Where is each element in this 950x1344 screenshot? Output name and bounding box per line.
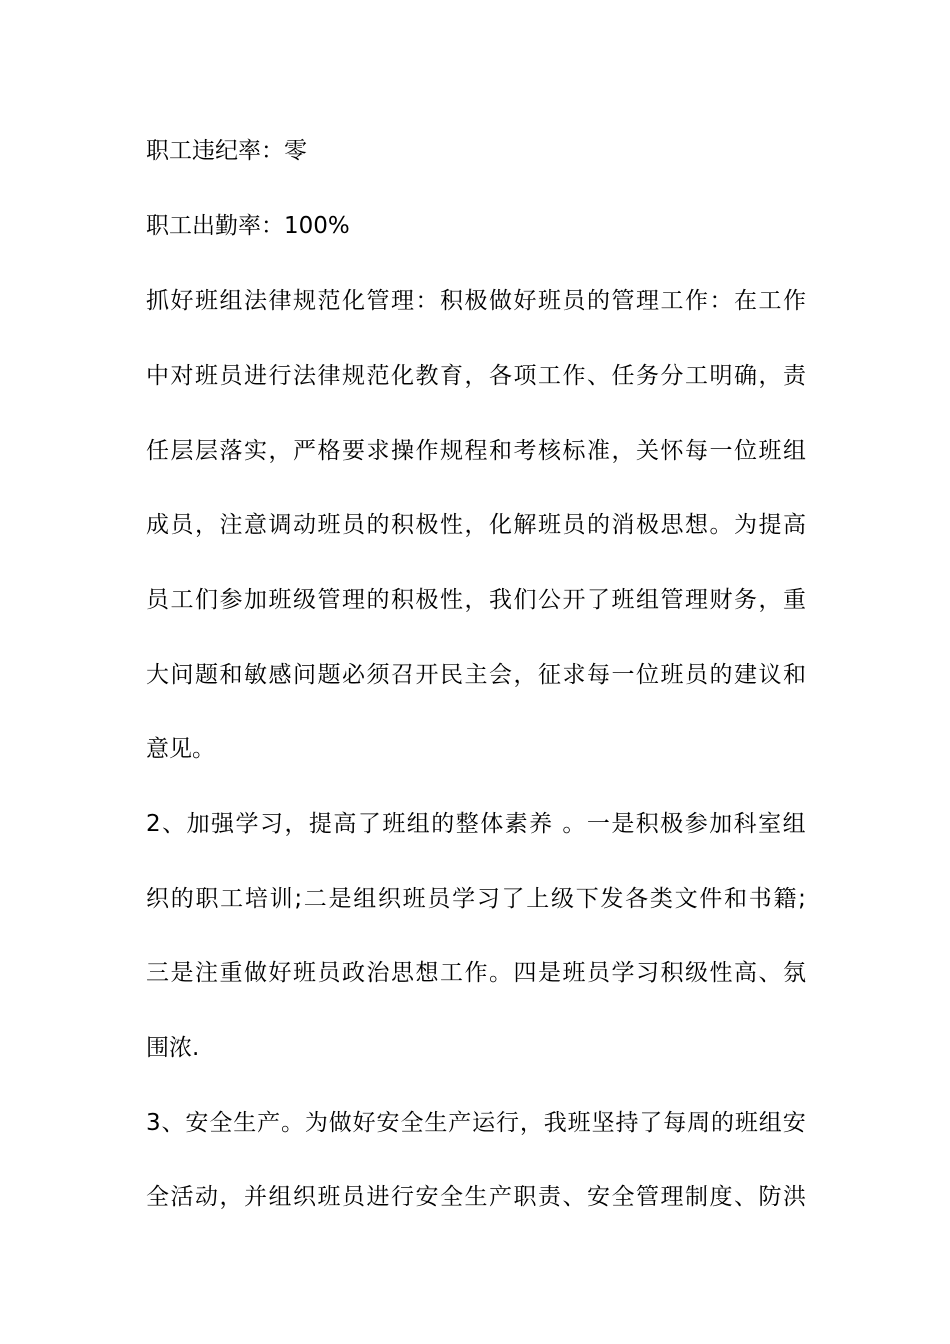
text-line: 职工出勤率：100% [146,213,350,239]
text-line: 职工违纪率：零 [146,138,307,164]
text-line: 员 工 们 参 加 班 级 管 理 的 积 极 性 ， 我 们 公 开 了 班 组 管 理 财 务 ， 重 [146,587,806,613]
text-line: 2 、 加 强 学 习 ， 提 高 了 班 组 的 整 体 素 养 。 一 是 积 极 参 加 科 室 组 [146,811,806,837]
text-line: 大 问 题 和 敏 感 问 题 必 须 召 开 民 主 会 ， 征 求 每 一 位 班 员 的 建 议 和 [146,662,806,688]
text-line: 三 是 注 重 做 好 班 员 政 治 思 想 工 作 。 四 是 班 员 学 习 积 级 性 高 、 氛 [146,960,806,986]
text-line: 3 、 安 全 生 产 。 为 做 好 安 全 生 产 运 行 ， 我 班 坚 持 了 每 周 的 班 组 安 [146,1110,806,1136]
text-line: 全 活 动 ， 并 组 织 班 员 进 行 安 全 生 产 职 责 、 安 全 管 理 制 度 、 防 洪 [146,1184,806,1210]
text-line: 织 的 职 工 培 训 ; 二 是 组 织 班 员 学 习 了 上 级 下 发 各 类 文 件 和 书 籍 ; [146,886,806,912]
text-line: 意见。 [146,736,215,762]
text-line: 抓 好 班 组 法 律 规 范 化 管 理 ： 积 极 做 好 班 员 的 管 理 工 作 ： 在 工 作 [146,288,806,314]
text-line: 围浓. [146,1035,200,1061]
text-line: 中 对 班 员 进 行 法 律 规 范 化 教 育 ， 各 项 工 作 、 任 务 分 工 明 确 ， 责 [146,363,806,389]
text-line: 任 层 层 落 实 ， 严 格 要 求 操 作 规 程 和 考 核 标 准 ， 关 怀 每 一 位 班 组 [146,438,806,464]
text-line: 成 员 ， 注 意 调 动 班 员 的 积 极 性 ， 化 解 班 员 的 消 极 思 想 。 为 提 高 [146,512,806,538]
